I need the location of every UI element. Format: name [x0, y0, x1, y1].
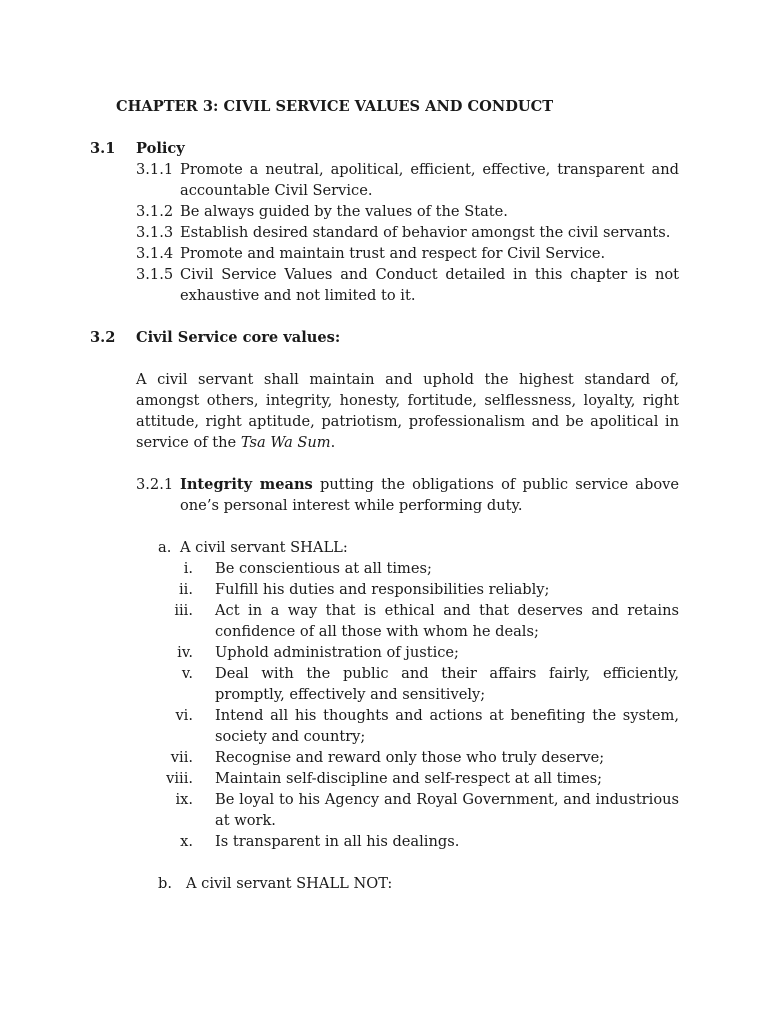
item-number: viii. [166, 770, 193, 787]
item-number: iii. [174, 602, 193, 619]
paragraph-line: A civil servant shall maintain and uphold the highest standard of, [136, 371, 679, 388]
item-text: Recognise and reward only those who truly deserve; [215, 749, 605, 766]
item-number: ix. [175, 791, 193, 808]
chapter-title: CHAPTER 3: CIVIL SERVICE VALUES AND CONDUCT [116, 98, 554, 115]
clause-text: Civil Service Values and Conduct detailed in this chapter is not [180, 266, 679, 283]
item-number: v. [181, 665, 193, 682]
list-heading: A civil servant SHALL NOT: [186, 875, 393, 892]
item-text: Be loyal to his Agency and Royal Government, and industrious [215, 791, 679, 808]
clause-text: exhaustive and not limited to it. [180, 287, 416, 304]
item-number: vi. [175, 707, 193, 724]
paragraph-line: attitude, right aptitude, patriotism, professionalism and be apolitical in [136, 413, 679, 430]
section-title: Civil Service core values: [136, 329, 341, 346]
item-text: Be conscientious at all times; [215, 560, 432, 577]
item-text: Act in a way that is ethical and that deserves and retains [215, 602, 679, 619]
paragraph-text: . [330, 434, 336, 451]
list-heading: A civil servant SHALL: [180, 539, 348, 556]
clause-text-rest: putting the obligations of public service above [312, 476, 679, 493]
paragraph-line: amongst others, integrity, honesty, fortitude, selflessness, loyalty, right [136, 392, 679, 409]
section-number: 3.2 [90, 329, 116, 346]
clause-text: Be always guided by the values of the State. [180, 203, 508, 220]
clause-text: Promote and maintain trust and respect for Civil Service. [180, 245, 606, 262]
item-number: ii. [179, 581, 193, 598]
clause-number: 3.1.3 [136, 224, 174, 241]
section-title: Policy [136, 140, 185, 157]
item-number: x. [180, 833, 193, 850]
list-label: b. [158, 875, 172, 892]
item-text: Intend all his thoughts and actions at benefiting the system, [215, 707, 679, 724]
clause-text [180, 474, 679, 495]
item-number: iv. [177, 644, 193, 661]
clause-text: Establish desired standard of behavior amongst the civil servants. [180, 224, 671, 241]
clause-text: Promote a neutral, apolitical, efficient, effective, transparent and [180, 161, 679, 178]
item-text: society and country; [215, 728, 366, 745]
clause-number: 3.1.1 [136, 161, 174, 178]
item-number: i. [183, 560, 193, 577]
item-text: confidence of all those with whom he deals; [215, 623, 539, 640]
clause-text: one’s personal interest while performing duty. [180, 497, 523, 514]
item-text: Is transparent in all his dealings. [215, 833, 460, 850]
clause-text: accountable Civil Service. [180, 182, 373, 199]
item-text: Maintain self-discipline and self-respect at all times; [215, 770, 603, 787]
tsa-wa-sum-term: Tsa Wa Sum [240, 434, 331, 451]
clause-number: 3.1.4 [136, 245, 174, 262]
item-text: at work. [215, 812, 276, 829]
list-label: a. [158, 539, 172, 556]
clause-number: 3.1.2 [136, 203, 174, 220]
item-text: Uphold administration of justice; [215, 644, 459, 661]
paragraph-text: service of the [136, 434, 241, 451]
paragraph-line [136, 432, 335, 453]
item-text: promptly, effectively and sensitively; [215, 686, 486, 703]
item-text: Fulfill his duties and responsibilities reliably; [215, 581, 550, 598]
integrity-term: Integrity means [180, 476, 313, 493]
item-text: Deal with the public and their affairs fairly, efficiently, [215, 665, 679, 682]
clause-number: 3.1.5 [136, 266, 174, 283]
item-number: vii. [170, 749, 193, 766]
clause-number: 3.2.1 [136, 476, 174, 493]
section-number: 3.1 [90, 140, 116, 157]
